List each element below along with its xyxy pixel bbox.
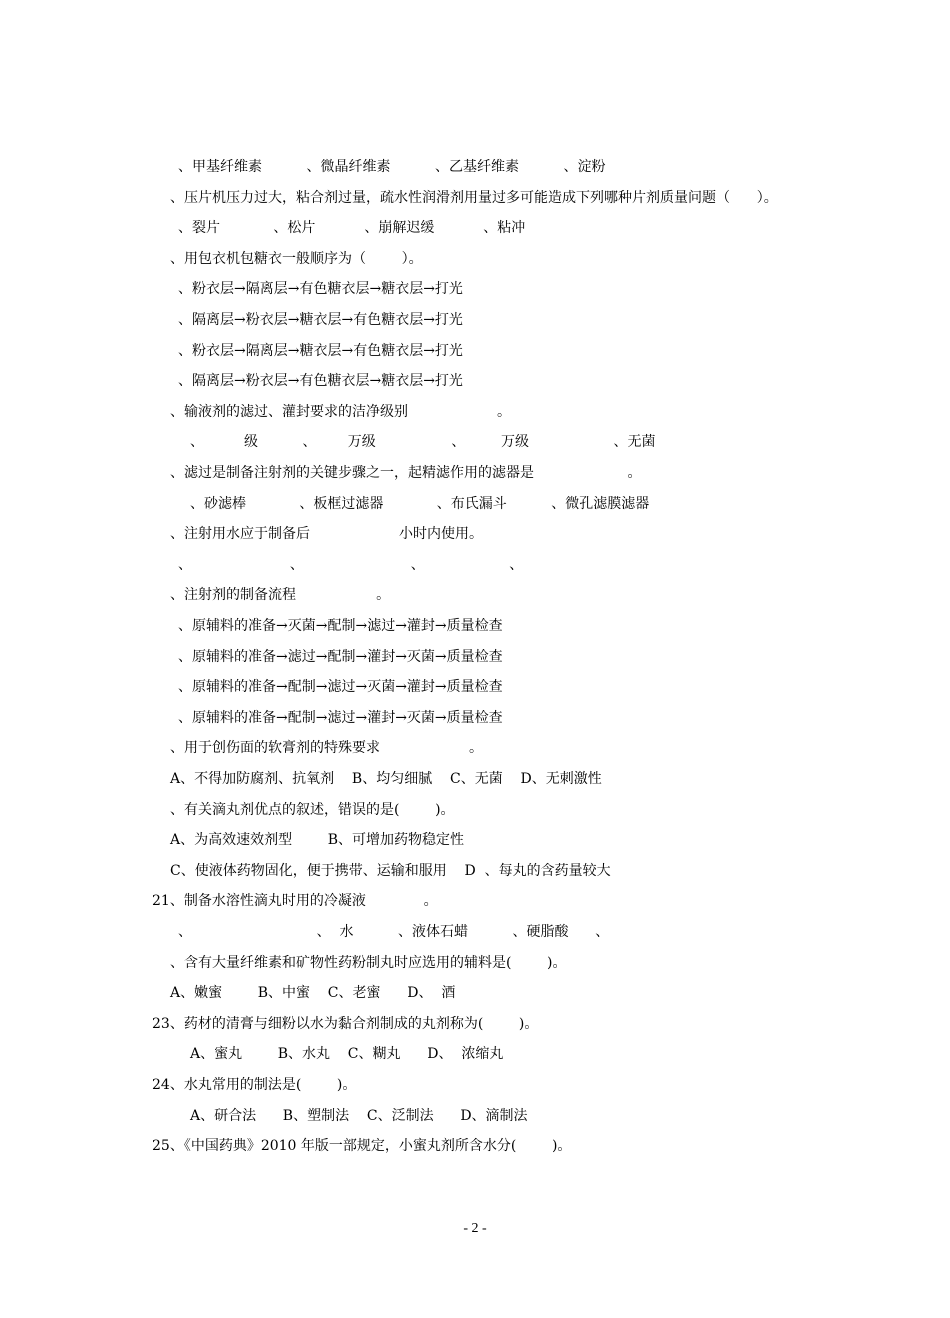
text-line: 、压片机压力过大，粘合剂过量，疏水性润滑剂用量过多可能造成下列哪种片剂质量问题（ ）。 [170, 190, 778, 206]
page-number: - 2 - [463, 1221, 487, 1236]
text-line: 、原辅料的准备→配制→滤过→灌封→灭菌→质量检查 [178, 710, 503, 726]
text-line: 、 、 水 、液体石蜡 、硬脂酸 、 [178, 924, 610, 940]
text-line: 、隔离层→粉衣层→糖衣层→有色糖衣层→打光 [178, 312, 463, 328]
text-line: 24、水丸常用的制法是( )。 [152, 1077, 357, 1093]
text-line: 、粉衣层→隔离层→有色糖衣层→糖衣层→打光 [178, 281, 463, 297]
text-line: 、原辅料的准备→灭菌→配制→滤过→灌封→质量检查 [178, 618, 503, 634]
text-line: 25、《中国药典》2010 年版一部规定，小蜜丸剂所含水分( )。 [152, 1138, 572, 1154]
text-line: 、原辅料的准备→配制→滤过→灭菌→灌封→质量检查 [178, 679, 503, 695]
text-line: 、裂片 、松片 、崩解迟缓 、粘冲 [178, 220, 526, 236]
text-line: 、隔离层→粉衣层→有色糖衣层→糖衣层→打光 [178, 373, 463, 389]
text-line: 23、药材的清膏与细粉以水为黏合剂制成的丸剂称为( )。 [152, 1016, 539, 1032]
text-line: 、有关滴丸剂优点的叙述，错误的是( )。 [170, 802, 455, 818]
text-line: A、不得加防腐剂、抗氧剂 B、均匀细腻 C、无菌 D、无刺激性 [170, 771, 602, 787]
text-line: 、含有大量纤维素和矿物性药粉制丸时应选用的辅料是( )。 [170, 955, 567, 971]
text-line: 、粉衣层→隔离层→糖衣层→有色糖衣层→打光 [178, 343, 463, 359]
text-line: 、输液剂的滤过、灌封要求的洁净级别 。 [170, 404, 512, 420]
text-line: A、研合法 B、塑制法 C、泛制法 D、滴制法 [190, 1108, 528, 1124]
text-line: 、原辅料的准备→滤过→配制→灌封→灭菌→质量检查 [178, 649, 503, 665]
text-line: 、注射剂的制备流程 。 [170, 587, 391, 603]
text-line: 、注射用水应于制备后 小时内使用。 [170, 526, 484, 542]
text-line: A、嫩蜜 B、中蜜 C、老蜜 D、 酒 [170, 985, 456, 1001]
text-line: 、 、 、 、 [178, 557, 524, 573]
text-line: 、用于创伤面的软膏剂的特殊要求 。 [170, 740, 484, 756]
text-line: 、砂滤棒 、板框过滤器 、布氏漏斗 、微孔滤膜滤器 [190, 496, 650, 512]
text-line: 、 级 、 万级 、 万级 、无菌 [190, 434, 656, 450]
text-line: A、蜜丸 B、水丸 C、糊丸 D、 浓缩丸 [190, 1046, 504, 1062]
text-line: 、用包衣机包糖衣一般顺序为（ ）。 [170, 251, 423, 267]
text-line: C、使液体药物固化，便于携带、运输和服用 D 、每丸的含药量较大 [170, 863, 611, 879]
text-line: 21、制备水溶性滴丸时用的冷凝液 。 [152, 893, 438, 909]
text-line: 、滤过是制备注射剂的关键步骤之一，起精滤作用的滤器是 。 [170, 465, 642, 481]
text-line: A、为高效速效剂型 B、可增加药物稳定性 [170, 832, 464, 848]
text-line: 、甲基纤维素 、微晶纤维素 、乙基纤维素 、淀粉 [178, 159, 606, 175]
